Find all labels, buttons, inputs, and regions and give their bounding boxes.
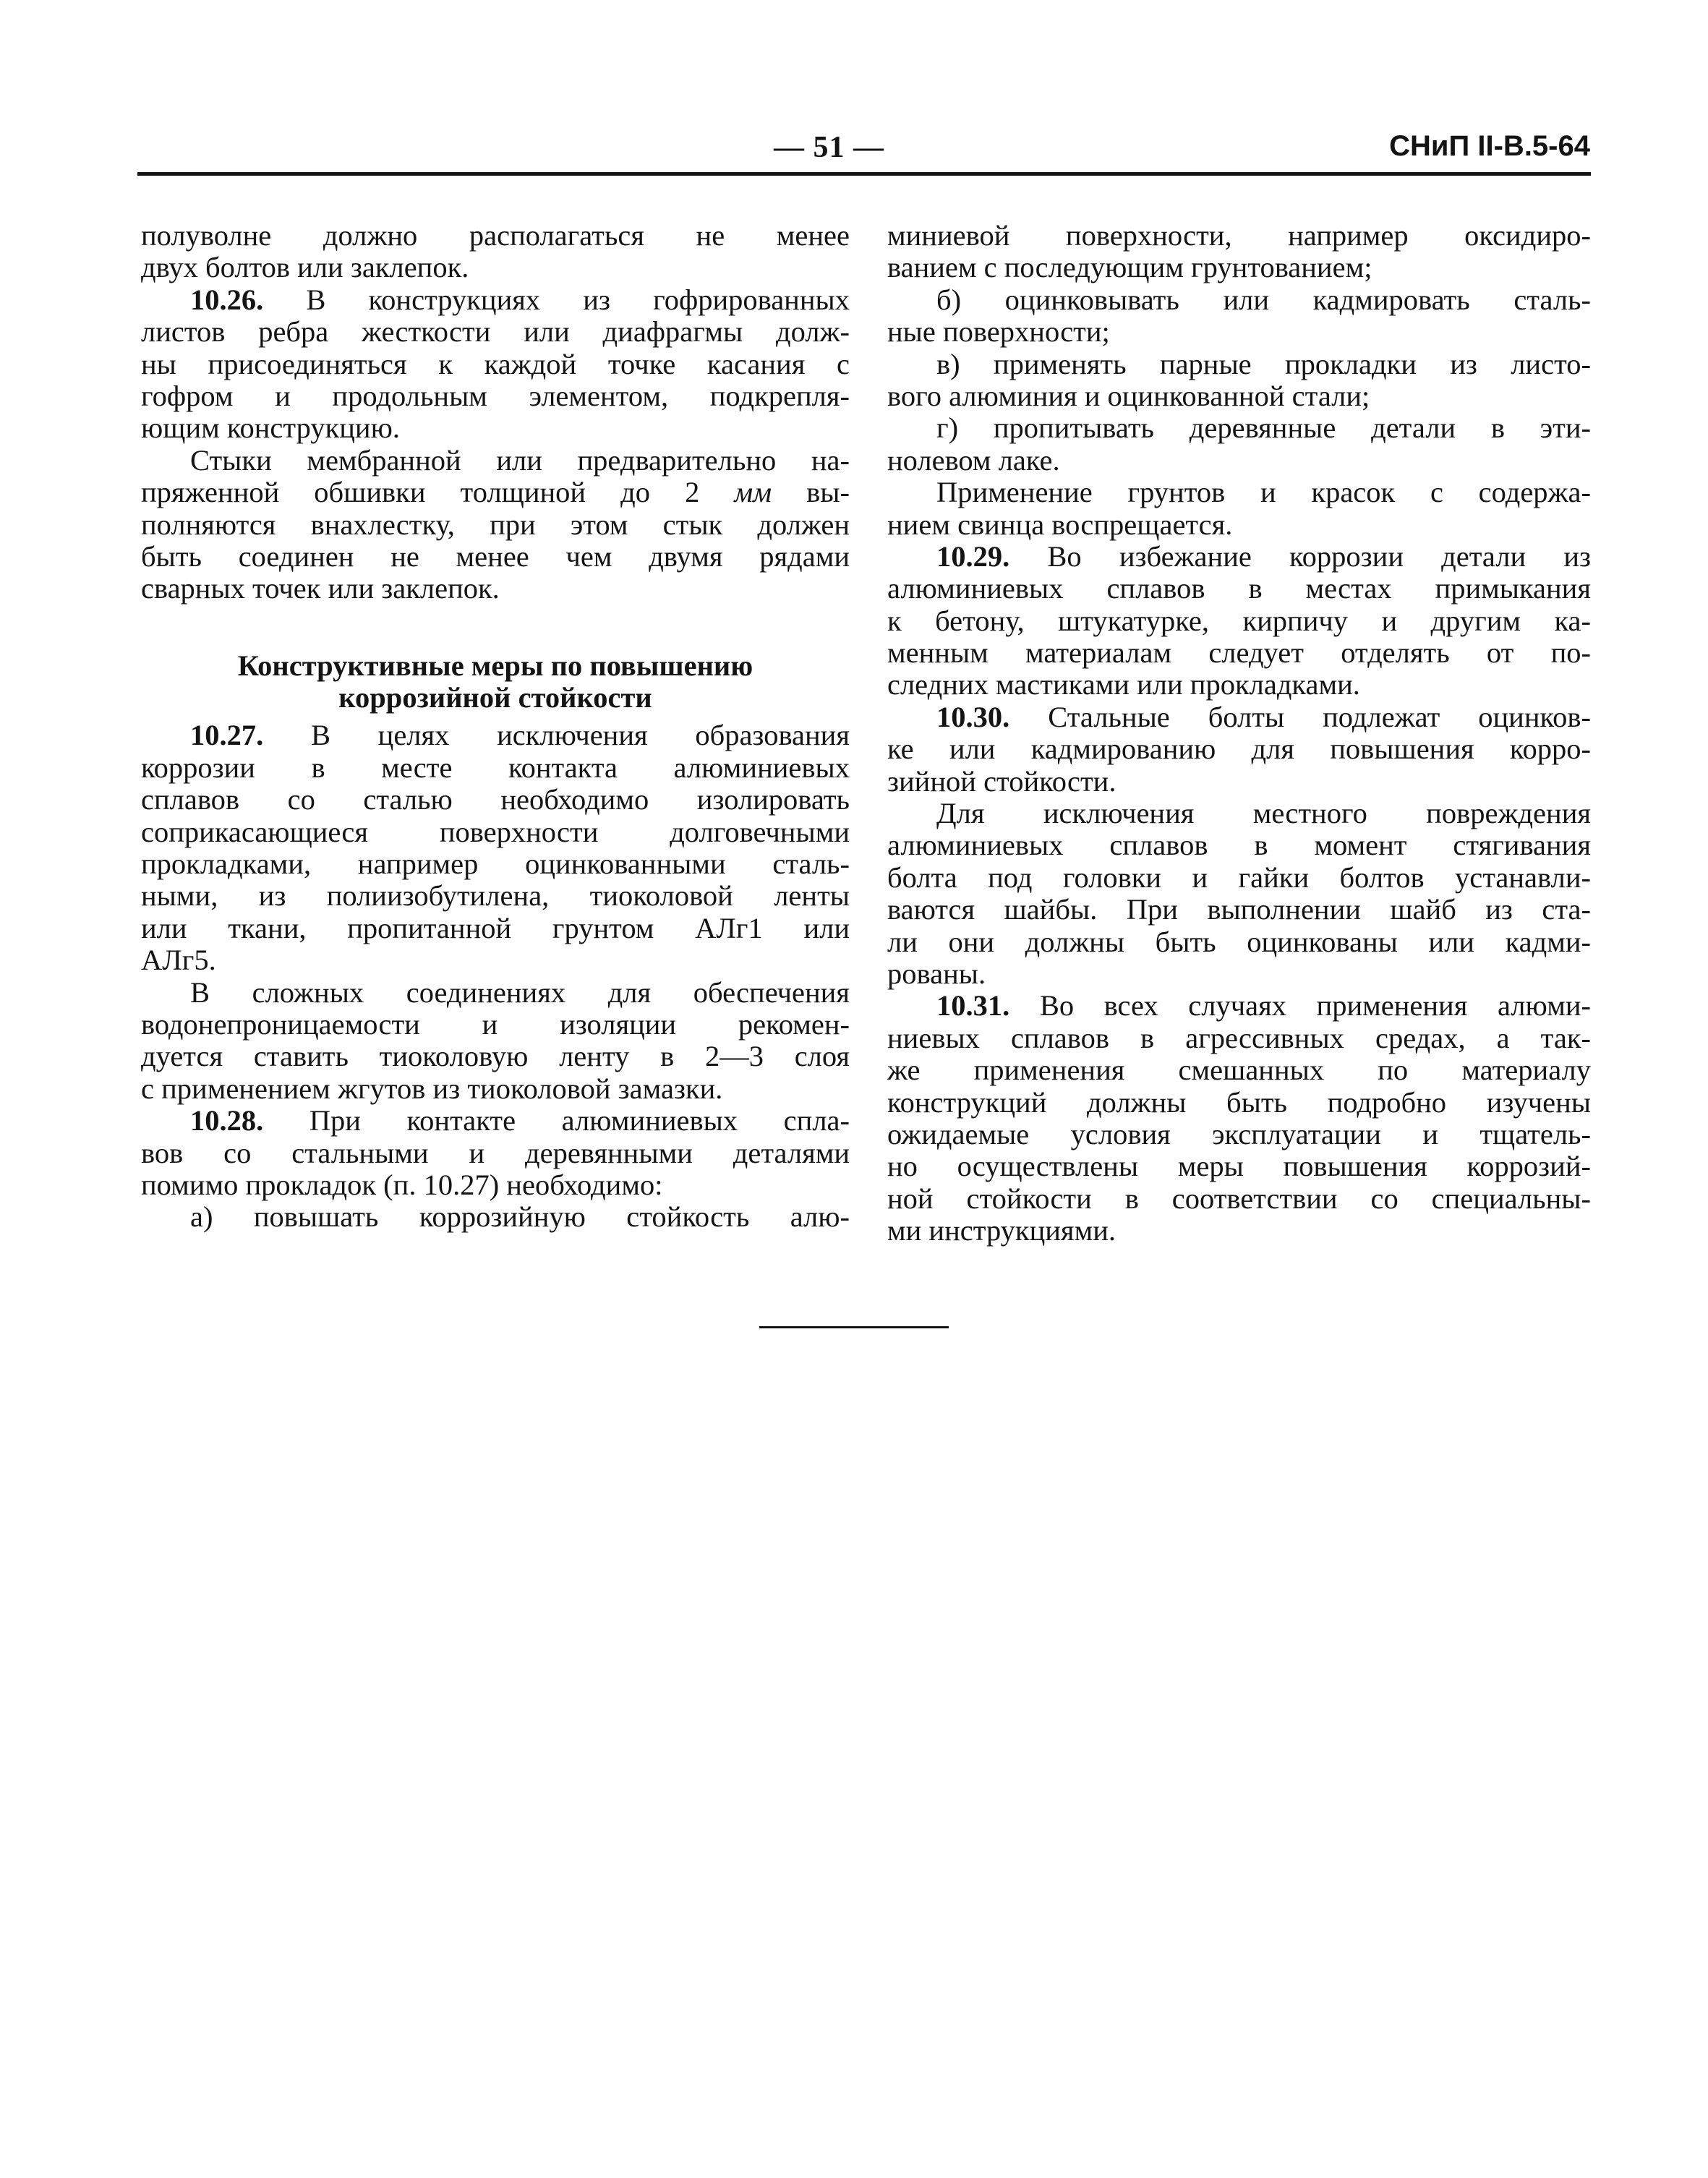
paragraph — [887, 798, 1591, 990]
text-line: или ткани, пропитанной грунтом АЛг1 или — [141, 911, 850, 944]
text-line: ны присоединяться к каждой точке касания с — [141, 347, 850, 380]
text-line: следних мастиками или прокладками. — [887, 668, 1360, 701]
text-line: полуволне должно располагаться не менее — [141, 219, 850, 252]
text-line: менным материалам следует отделять от по- — [887, 636, 1591, 670]
text-line: помимо прокладок (п. 10.27) необходимо: — [141, 1168, 663, 1201]
text-line: а) повышать коррозийную стойкость алю- — [190, 1200, 850, 1234]
page-number: — 51 — — [774, 131, 884, 164]
text-run: При контакте алюминиевых спла- — [263, 1104, 850, 1137]
paragraph — [887, 220, 1591, 284]
unit-text: мм — [734, 476, 772, 509]
paragraph — [141, 445, 850, 605]
text-line: ные поверхности; — [887, 315, 1110, 349]
text-line: быть соединен не менее чем двумя рядами — [141, 539, 850, 573]
text-line: ли они должны быть оцинкованы или кадми- — [887, 925, 1591, 958]
text-run: В конструкциях из гофрированных — [263, 283, 850, 316]
text-line: зийной стойкости. — [887, 764, 1116, 798]
clause-number: 10.26. — [190, 283, 264, 316]
list-item — [887, 284, 1591, 349]
text-line: ванием с последующим грунтованием; — [887, 251, 1372, 284]
text-run: Во всех случаях применения алюми- — [1009, 989, 1591, 1022]
text-line: коррозии в месте контакта алюминиевых — [141, 751, 850, 784]
text-line: сплавов со сталью необходимо изолировать — [141, 783, 850, 816]
heading-line: коррозийной стойкости — [338, 681, 652, 714]
paragraph — [887, 477, 1591, 541]
text-run: В целях исключения образования — [263, 719, 850, 752]
text-line — [141, 477, 850, 508]
end-rule — [759, 1326, 949, 1328]
text-line: ми инструкциями. — [887, 1214, 1116, 1247]
text-line: ваются шайбы. При выполнении шайб из ста- — [887, 893, 1591, 926]
text-line: В сложных соединениях для обеспечения — [190, 975, 850, 1009]
list-item — [887, 412, 1591, 477]
text-line: прокладками, например оцинкованными сталь- — [141, 847, 850, 881]
paragraph-10-30 — [887, 701, 1591, 798]
text-line: листов ребра жесткости или диафрагмы долж- — [141, 315, 850, 349]
text-run: вы- — [772, 476, 850, 509]
text-line: водонепроницаемости и изоляции рекомен- — [141, 1007, 850, 1041]
text-line: б) оцинковывать или кадмировать сталь- — [936, 283, 1591, 316]
paragraph-10-26 — [141, 284, 850, 445]
text-line: ке или кадмированию для повышения корро- — [887, 733, 1591, 766]
clause-number: 10.30. — [936, 700, 1010, 733]
text-run: пряженной обшивки толщиной до 2 — [141, 476, 735, 509]
text-line: вов со стальными и деревянными деталями — [141, 1136, 850, 1169]
text-line: Стыки мембранной или предварительно на- — [190, 443, 850, 477]
text-line: ными, из полиизобутилена, тиоколовой ленты — [141, 879, 850, 913]
text-line — [887, 990, 1591, 1022]
paragraph-10-29 — [887, 541, 1591, 701]
paragraph-10-31 — [887, 990, 1591, 1247]
list-item — [887, 349, 1591, 413]
heading-line: Конструктивные меры по повышению — [237, 649, 753, 682]
text-line: соприкасающиеся поверхности долговечными — [141, 815, 850, 848]
text-line: ющим конструкцию. — [141, 411, 400, 445]
clause-number: 10.31. — [936, 989, 1010, 1022]
clause-number: 10.29. — [936, 539, 1010, 573]
text-line: сварных точек или заклепок. — [141, 572, 500, 605]
text-line: к бетону, штукатурке, кирпичу и другим ка- — [887, 604, 1591, 637]
text-line: рованы. — [887, 957, 986, 990]
text-line: г) пропитывать деревянные детали в эти- — [936, 411, 1591, 445]
text-line: алюминиевых сплавов в момент стягивания — [887, 829, 1591, 862]
text-line: конструкций должны быть подробно изучены — [887, 1085, 1591, 1119]
text-line: болта под головки и гайки болтов устанавли- — [887, 860, 1591, 894]
text-line — [887, 701, 1591, 733]
text-line — [141, 1105, 850, 1137]
text-line: гофром и продольным элементом, подкрепля- — [141, 379, 850, 412]
text-line: ниевых сплавов в агрессивных средах, а так- — [887, 1021, 1591, 1054]
text-line: но осуществлены меры повышения коррозий- — [887, 1150, 1591, 1183]
text-line: АЛг5. — [141, 944, 216, 977]
paragraph — [141, 977, 850, 1106]
text-line: дуется ставить тиоколовую ленту в 2—3 слоя — [141, 1040, 850, 1073]
left-column — [141, 220, 850, 1234]
text-line: вого алюминия и оцинкованной стали; — [887, 379, 1370, 412]
text-line: алюминиевых сплавов в местах примыкания — [887, 572, 1591, 605]
text-line: в) применять парные прокладки из листо- — [936, 347, 1591, 380]
text-line: миниевой поверхности, например оксидиро- — [887, 219, 1591, 252]
paragraph — [141, 220, 850, 284]
header-rule — [137, 172, 1591, 176]
text-line: же применения смешанных по материалу — [887, 1054, 1591, 1087]
text-line: ной стойкости в соответствии со специальны- — [887, 1182, 1591, 1215]
paragraph-10-28 — [141, 1105, 850, 1234]
text-run: Во избежание коррозии детали из — [1009, 539, 1591, 573]
text-line — [141, 719, 850, 751]
section-heading — [141, 650, 850, 714]
text-line — [887, 541, 1591, 573]
text-run: Стальные болты подлежат оцинков- — [1009, 700, 1591, 733]
text-line: Для исключения местного повреждения — [936, 797, 1591, 830]
text-line: ожидаемые условия эксплуатации и тщатель- — [887, 1117, 1591, 1150]
text-line: двух болтов или заклепок. — [141, 251, 469, 284]
clause-number: 10.28. — [190, 1104, 264, 1137]
text-line: нолевом лаке. — [887, 443, 1060, 477]
clause-number: 10.27. — [190, 719, 264, 752]
text-line: с применением жгутов из тиоколовой замазки. — [141, 1072, 723, 1105]
text-line — [141, 284, 850, 316]
text-line: полняются внахлестку, при этом стык должен — [141, 508, 850, 541]
right-column — [887, 220, 1591, 1247]
document-code: СНиП II-В.5-64 — [1389, 130, 1590, 162]
paragraph-10-27 — [141, 719, 850, 976]
text-line: Применение грунтов и красок с содержа- — [936, 476, 1591, 509]
text-line: нием свинца воспрещается. — [887, 508, 1233, 541]
